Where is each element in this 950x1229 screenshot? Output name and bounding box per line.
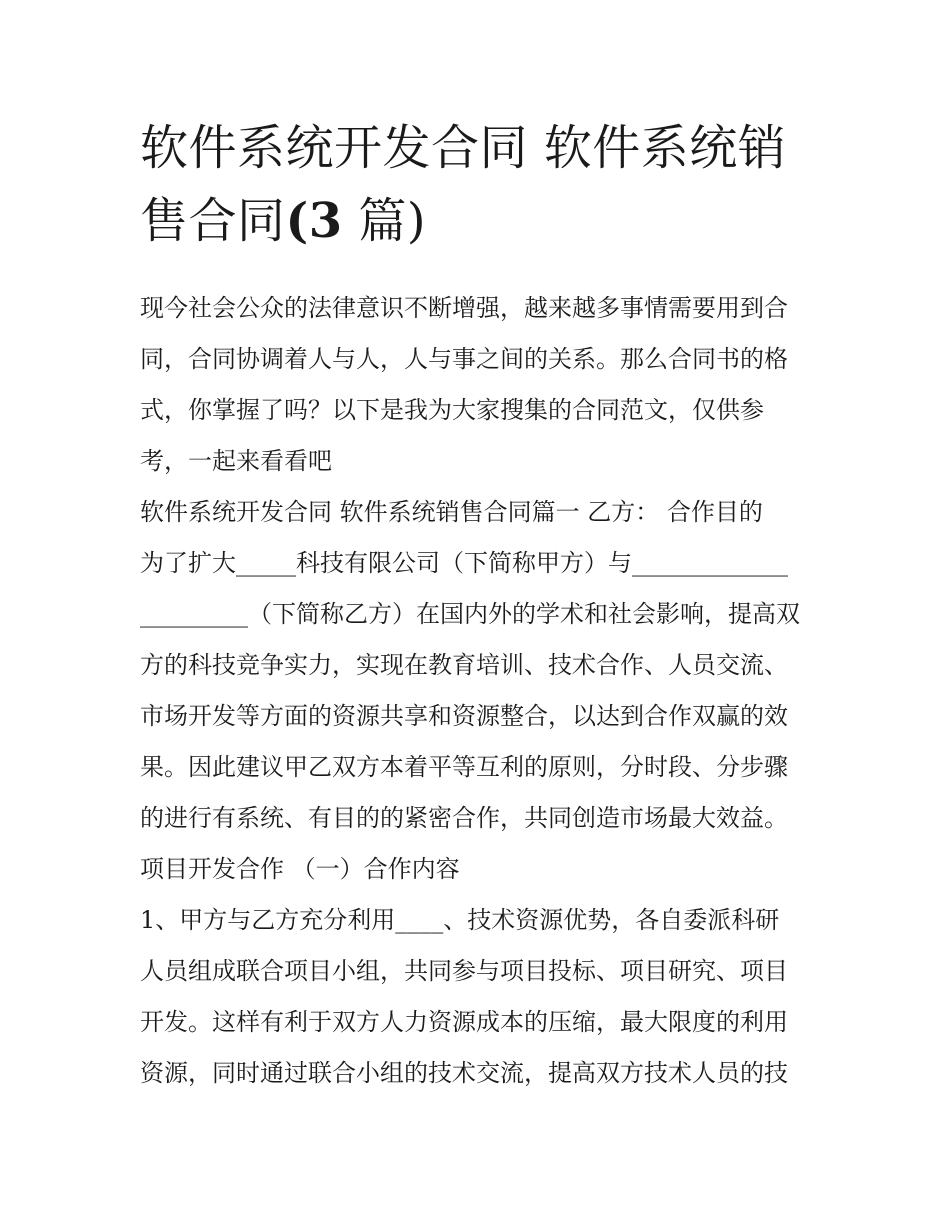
body-line: 市场开发等方面的资源共享和资源整合，以达到合作双赢的效 (140, 702, 788, 730)
title-line-2-prefix: 售合同 (140, 193, 286, 249)
body-line: 开发。这样有利于双方人力资源成本的压缩，最大限度的利用 (140, 1008, 788, 1036)
body-line: 同，合同协调着人与人，人与事之间的关系。那么合同书的格 (140, 345, 788, 373)
body-line: _________（下简称乙方）在国内外的学术和社会影响，提高双 (140, 600, 800, 628)
title-line-2-suffix: 篇) (342, 193, 427, 249)
body-line: 资源，同时通过联合小组的技术交流，提高双方技术人员的技 (140, 1059, 788, 1087)
subsection-heading-line: 项目开发合作 （一）合作内容 (140, 855, 460, 883)
body-line: 考，一起来看看吧 (140, 447, 332, 475)
body-line: 现今社会公众的法律意识不断增强，越来越多事情需要用到合 (140, 294, 788, 322)
body-line: 1、甲方与乙方充分利用____、技术资源优势，各自委派科研 (140, 906, 780, 934)
body-line: 的进行有系统、有目的的紧密合作，共同创造市场最大效益。 (140, 804, 788, 832)
body-line: 方的科技竞争实力，实现在教育培训、技术合作、人员交流、 (140, 651, 788, 679)
title-line-1: 软件系统开发合同 软件系统销 (140, 120, 787, 176)
body-line: 式，你掌握了吗？以下是我为大家搜集的合同范文，仅供参 (140, 396, 764, 424)
document-title (140, 112, 820, 258)
section-heading-line: 软件系统开发合同 软件系统销售合同篇一 乙方： 合作目的 (140, 498, 763, 526)
body-line: 人员组成联合项目小组，共同参与项目投标、项目研究、项目 (140, 957, 788, 985)
title-line-2-count: (3 (285, 193, 343, 249)
body-line: 为了扩大_____科技有限公司（下简称甲方）与_____________ (140, 549, 788, 577)
document-body (140, 283, 820, 1099)
body-line: 果。因此建议甲乙双方本着平等互利的原则，分时段、分步骤 (140, 753, 788, 781)
